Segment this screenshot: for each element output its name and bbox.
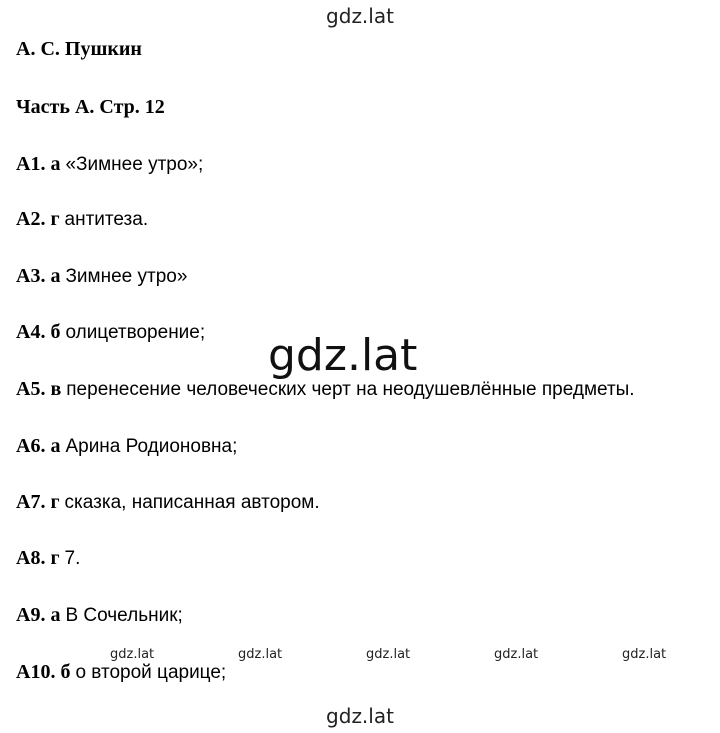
watermark-middle: gdz.lat — [268, 330, 418, 381]
answer-number: А1. — [16, 153, 46, 175]
answer-text: о второй царице; — [75, 662, 227, 683]
answer-a7 — [16, 491, 320, 514]
watermark-top: gdz.lat — [326, 4, 394, 28]
answer-text: сказка, написанная автором. — [64, 492, 320, 513]
answer-a3 — [16, 265, 187, 288]
answer-a5 — [16, 378, 635, 401]
answer-letter: г — [50, 208, 60, 230]
answer-number: А8. — [16, 547, 46, 569]
answer-text: перенесение человеческих черт на неодушевлённые предметы. — [66, 379, 635, 400]
answer-letter: а — [50, 604, 61, 626]
answer-letter: г — [50, 491, 60, 513]
answer-number: А9. — [16, 604, 46, 626]
answer-text: Зимнее утро» — [65, 266, 188, 287]
answer-text: Арина Родионовна; — [65, 436, 238, 457]
answer-number: А3. — [16, 265, 46, 287]
answer-text: антитеза. — [64, 209, 149, 230]
answer-a10 — [16, 661, 226, 684]
answer-text: «Зимнее утро»; — [65, 154, 204, 175]
answer-number: А6. — [16, 435, 46, 457]
answer-number: А7. — [16, 491, 46, 513]
watermark-small: gdz.lat — [494, 647, 539, 662]
answer-number: А4. — [16, 321, 46, 343]
answer-text: В Сочельник; — [65, 605, 183, 626]
author-heading: А. С. Пушкин — [16, 38, 142, 60]
answer-a2 — [16, 208, 148, 231]
watermark-small: gdz.lat — [238, 647, 283, 662]
answer-letter: а — [50, 265, 61, 287]
answer-letter: г — [50, 547, 60, 569]
answer-letter: а — [50, 153, 61, 175]
answer-a9 — [16, 604, 183, 627]
answer-a8 — [16, 547, 80, 570]
answer-letter: в — [50, 378, 62, 400]
answer-number: А2. — [16, 208, 46, 230]
answer-a6 — [16, 435, 237, 458]
answer-letter: б — [60, 661, 71, 683]
watermark-small: gdz.lat — [622, 647, 667, 662]
watermark-bottom: gdz.lat — [326, 704, 394, 728]
watermark-small: gdz.lat — [366, 647, 411, 662]
section-heading: Часть А. Стр. 12 — [16, 96, 165, 118]
answer-text: олицетворение; — [65, 322, 206, 343]
answer-letter: а — [50, 435, 61, 457]
answer-number: А5. — [16, 378, 46, 400]
watermark-small: gdz.lat — [110, 647, 155, 662]
answer-letter: б — [50, 321, 61, 343]
answer-a4 — [16, 321, 205, 344]
answer-a1 — [16, 153, 203, 176]
answer-text: 7. — [64, 548, 81, 569]
answer-number: А10. — [16, 661, 56, 683]
